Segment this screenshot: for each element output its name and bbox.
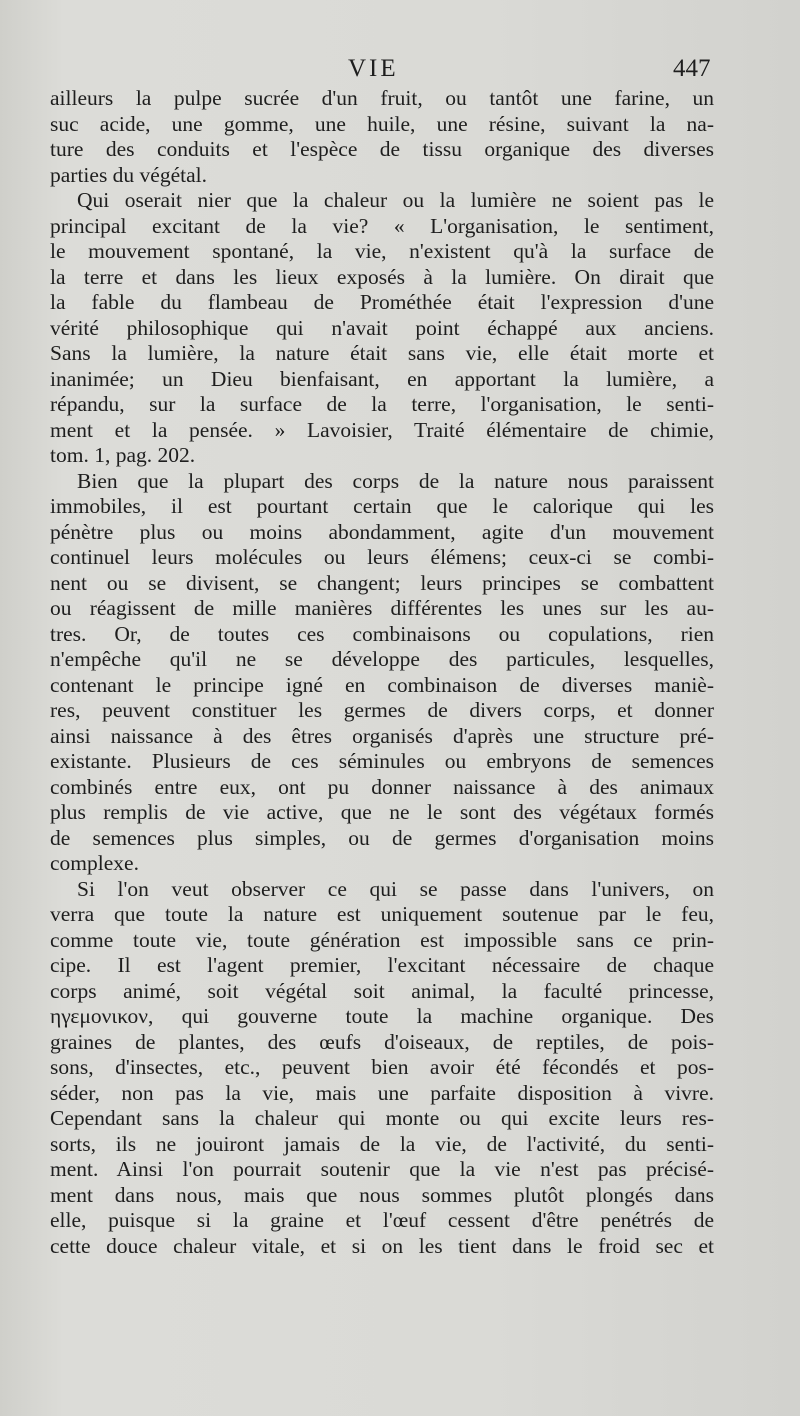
text-line: cipe. Il est l'agent premier, l'excitant nécessaire de chaque xyxy=(50,953,714,977)
text-line: ailleurs la pulpe sucrée d'un fruit, ou tantôt une farine, un xyxy=(50,86,714,110)
text-line: Bien que la plupart des corps de la nature nous paraissent xyxy=(77,468,714,493)
text-line: séder, non pas la vie, mais une parfaite disposition à vivre. xyxy=(50,1080,714,1105)
paragraph xyxy=(50,877,714,1260)
text-line: tom. 1, pag. 202. xyxy=(50,443,196,467)
paragraph xyxy=(50,86,714,188)
text-line: ou réagissent de mille manières différentes les unes sur les au- xyxy=(50,596,714,620)
text-line: parties du végétal. xyxy=(50,162,208,187)
text-line: ment dans nous, mais que nous sommes plutôt plongés dans xyxy=(50,1182,714,1207)
text-line: la fable du flambeau de Prométhée était l'expression d'une xyxy=(50,290,714,314)
text-line: corps animé, soit végétal soit animal, la faculté princesse, xyxy=(50,978,714,1003)
text-line: suc acide, une gomme, une huile, une résine, suivant la na- xyxy=(50,111,714,136)
text-line: le mouvement spontané, la vie, n'existent qu'à la surface de xyxy=(50,239,714,263)
page-number: 447 xyxy=(673,55,711,82)
text-line: combinés entre eux, ont pu donner naissance à des animaux xyxy=(50,774,714,799)
running-title: VIE xyxy=(348,55,399,82)
text-line: ηγεμονικον, qui gouverne toute la machine organique. Des xyxy=(50,1004,714,1028)
text-line: la terre et dans les lieux exposés à la lumière. On dirait que xyxy=(50,264,714,289)
text-line: inanimée; un Dieu bienfaisant, en apportant la lumière, a xyxy=(50,366,714,391)
text-line: nent ou se divisent, se changent; leurs principes se combattent xyxy=(50,570,714,595)
text-line: Cependant sans la chaleur qui monte ou qui excite leurs res- xyxy=(50,1106,714,1130)
text-line: existante. Plusieurs de ces séminules ou embryons de semences xyxy=(50,749,714,773)
text-line: de semences plus simples, ou de germes d'organisation moins xyxy=(50,825,714,850)
text-line: répandu, sur la surface de la terre, l'organisation, le senti- xyxy=(50,392,714,416)
body-text xyxy=(50,86,714,1259)
text-line: Sans la lumière, la nature était sans vie, elle était morte et xyxy=(50,341,714,365)
text-line: immobiles, il est pourtant certain que le calorique qui les xyxy=(50,494,714,518)
text-line: cette douce chaleur vitale, et si on les tient dans le froid sec et xyxy=(50,1233,714,1258)
text-line: Qui oserait nier que la chaleur ou la lumière ne soient pas le xyxy=(77,188,714,212)
text-line: ment. Ainsi l'on pourrait soutenir que la vie n'est pas précisé- xyxy=(50,1157,714,1181)
text-line: ment et la pensée. » Lavoisier, Traité élémentaire de chimie, xyxy=(50,417,714,442)
text-line: complexe. xyxy=(50,851,139,875)
text-line: pénètre plus ou moins abondamment, agite d'un mouvement xyxy=(50,519,714,544)
text-line: principal excitant de la vie? « L'organisation, le sentiment, xyxy=(50,213,714,238)
text-line: res, peuvent constituer les germes de divers corps, et donner xyxy=(50,698,714,722)
paragraph xyxy=(50,469,714,877)
text-line: ainsi naissance à des êtres organisés d'après une structure pré- xyxy=(50,723,714,748)
text-line: contenant le principe igné en combinaison de diverses maniè- xyxy=(50,672,714,697)
paragraph xyxy=(50,188,714,469)
text-line: elle, puisque si la graine et l'œuf cessent d'être penétrés de xyxy=(50,1208,714,1232)
text-line: n'empêche qu'il ne se développe des particules, lesquelles, xyxy=(50,647,714,671)
text-line: graines de plantes, des œufs d'oiseaux, de reptiles, de pois- xyxy=(50,1029,714,1054)
text-line: sorts, ils ne jouiront jamais de la vie, de l'activité, du senti- xyxy=(50,1131,714,1156)
text-line: tres. Or, de toutes ces combinaisons ou copulations, rien xyxy=(50,621,714,646)
text-line: continuel leurs molécules ou leurs élémens; ceux-ci se combi- xyxy=(50,545,714,569)
text-line: comme toute vie, toute génération est impossible sans ce prin- xyxy=(50,927,714,952)
text-line: sons, d'insectes, etc., peuvent bien avoir été fécondés et pos- xyxy=(50,1055,714,1079)
text-line: vérité philosophique qui n'avait point échappé aux anciens. xyxy=(50,315,714,340)
text-line: plus remplis de vie active, que ne le sont des végétaux formés xyxy=(50,800,714,824)
text-line: verra que toute la nature est uniquement soutenue par le feu, xyxy=(50,902,714,926)
text-line: ture des conduits et l'espèce de tissu organique des diverses xyxy=(50,137,714,161)
text-line: Si l'on veut observer ce qui se passe dans l'univers, on xyxy=(77,876,714,901)
running-head xyxy=(0,55,800,85)
